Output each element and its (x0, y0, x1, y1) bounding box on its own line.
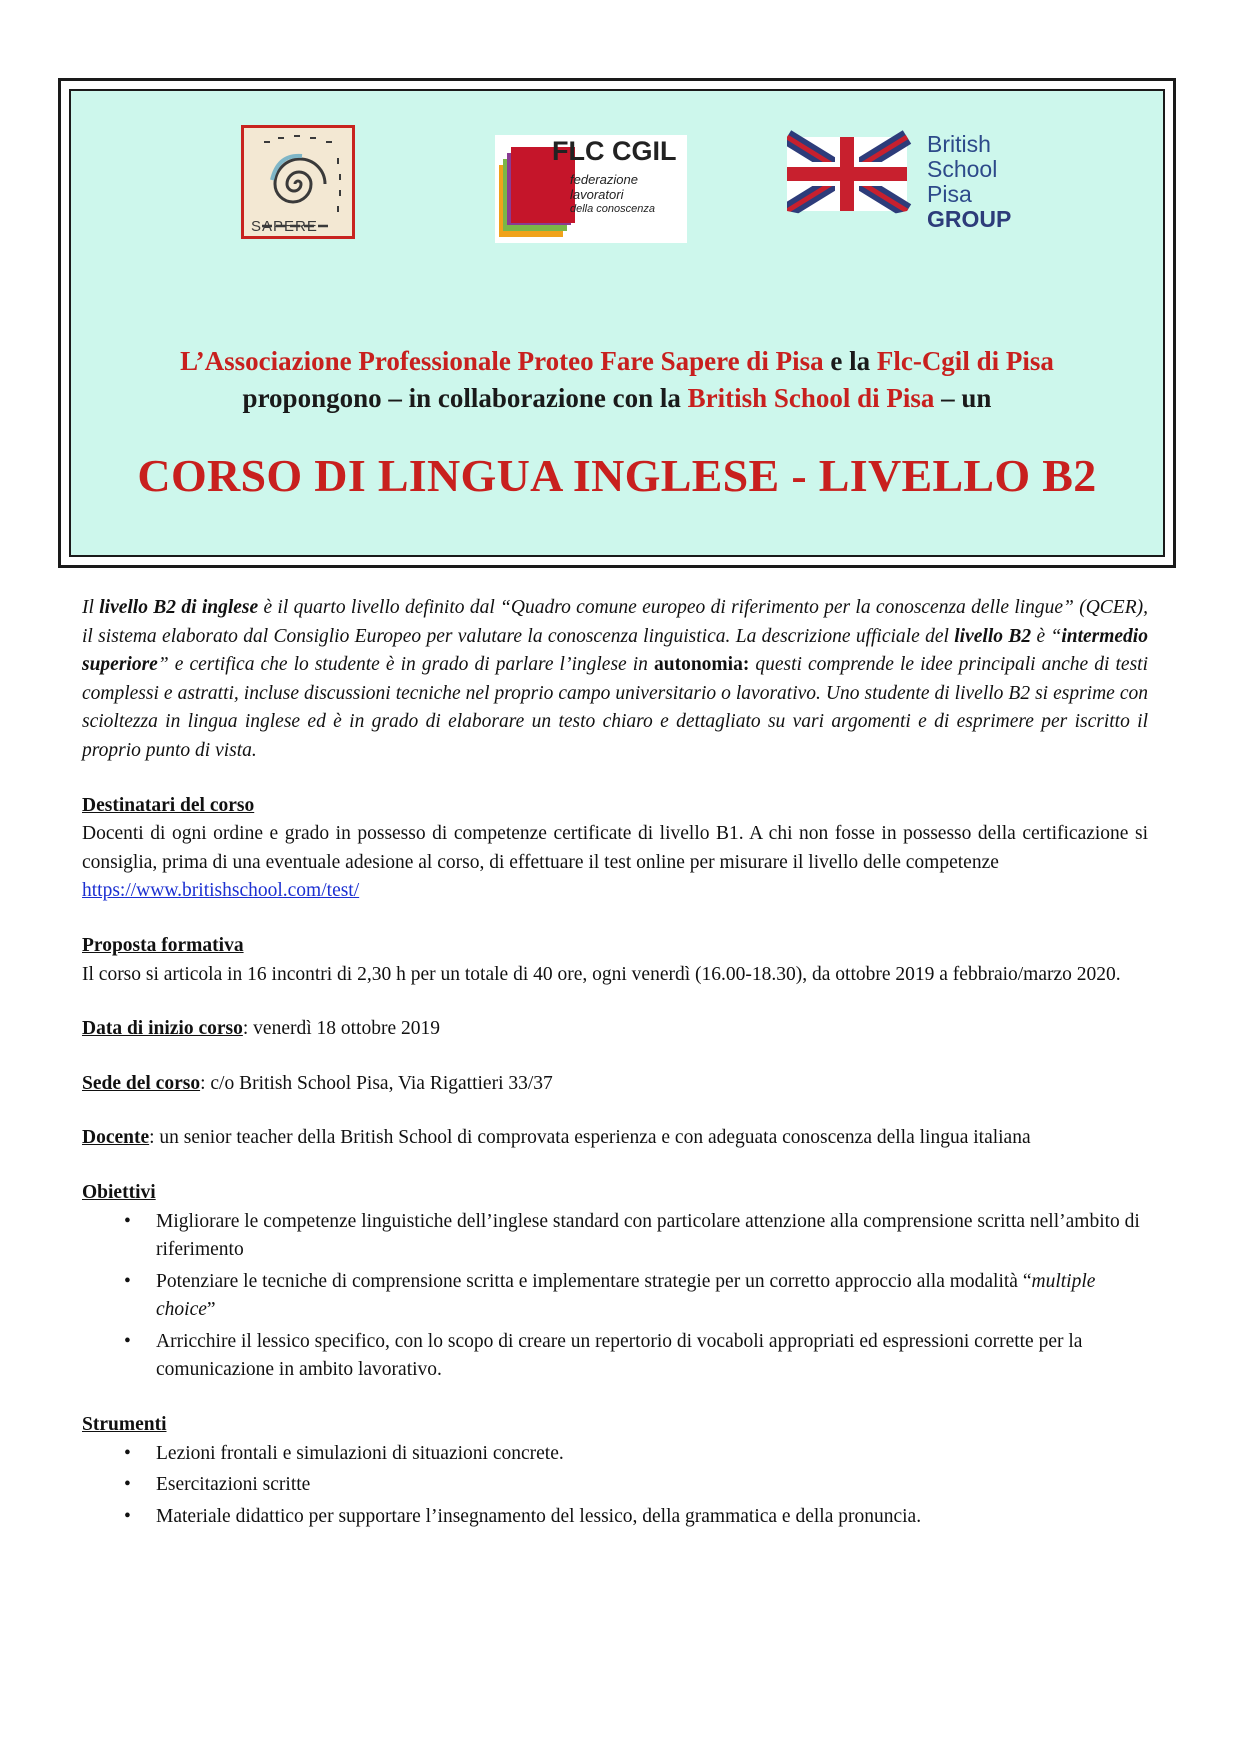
headline-propose: propongono – in collaborazione con la (242, 383, 688, 413)
bullet-icon: • (124, 1442, 131, 1464)
data-inizio-text: : venerdì 18 ottobre 2019 (242, 1018, 440, 1040)
flc-title: FLC CGIL (552, 136, 677, 166)
union-name: Flc-Cgil di Pisa (876, 346, 1054, 376)
obiettivi-list (82, 1208, 1148, 1386)
section-proposta (82, 932, 1148, 989)
docente-text: : un senior teacher della British School di comprovata esperienza e con adeguata conoscenza della lingua italiana (149, 1127, 1031, 1149)
section-obiettivi (82, 1179, 1148, 1385)
list-item: • Lezioni frontali e simulazioni di situazioni concrete. (82, 1440, 1148, 1469)
heading-docente: Docente (82, 1127, 150, 1149)
school-name: British School di Pisa (687, 383, 935, 413)
heading-data-inizio: Data di inizio corso (82, 1018, 243, 1040)
section-data-inizio (82, 1015, 1148, 1044)
strumenti-list (82, 1440, 1148, 1532)
section-strumenti (82, 1411, 1148, 1531)
bullet-icon: • (124, 1330, 131, 1352)
section-destinatari (82, 792, 1148, 906)
british-school-text: British School Pisa GROUP (927, 131, 1012, 232)
section-sede (82, 1070, 1148, 1099)
section-docente (82, 1124, 1148, 1153)
test-link[interactable]: https://www.britishschool.com/test/ (82, 880, 360, 902)
destinatari-text: Docenti di ogni ordine e grado in possesso di competenze certificate di livello B1. A chi non fosse in possesso della certificazione si consiglia, prima di una eventuale adesione al corso, di effettuare il test online per misurare il livello delle competenze (82, 823, 1148, 873)
list-item: • Migliorare le competenze linguistiche dell’inglese standard con particolare attenzione alla comprensione scritta nell’ambito di riferimento (82, 1208, 1148, 1265)
headline-tail: – un (934, 383, 992, 413)
bullet-icon: • (124, 1474, 131, 1496)
list-item: • Arricchire il lessico specifico, con lo scopo di creare un repertorio di vocaboli appropriati ed espressioni corrette per la comunicazione in ambito lavorativo. (82, 1328, 1148, 1385)
list-item: • Esercitazioni scritte (82, 1471, 1148, 1500)
proteo-label: SAPERE (251, 218, 318, 235)
heading-obiettivi: Obiettivi (82, 1181, 156, 1203)
intro-paragraph: Il livello B2 di inglese è il quarto livello definito dal “Quadro comune europeo di riferimento per la conoscenza delle lingue” (QCER), il sistema elaborato dal Consiglio Europeo per valutare la conoscenza linguistica. La descrizione ufficiale del livello B2 è “intermedio superiore” e certifica che lo studente è in grado di parlare l’inglese in autonomia: questi comprende le idee principali anche di testi complessi e astratti, incluse discussioni tecniche nel proprio campo universitario o lavorativo. Uno studente di livello B2 si esprime con scioltezza in lingua inglese ed è in grado di elaborare un testo chiaro e dettagliato su vari argomenti e di esprimere per iscritto il proprio punto di vista. (82, 597, 1148, 761)
flc-subtitle: federazione lavoratori della conoscenza (570, 172, 656, 215)
headline (71, 343, 1163, 417)
heading-destinatari: Destinatari del corso (82, 794, 255, 816)
sede-text: : c/o British School Pisa, Via Rigattieri 33/37 (200, 1072, 553, 1094)
course-title: CORSO DI LINGUA INGLESE - LIVELLO B2 (137, 450, 1097, 501)
headline-connector: e la (823, 346, 877, 376)
heading-strumenti: Strumenti (82, 1414, 167, 1436)
document-body (82, 594, 1148, 1534)
bullet-icon: • (124, 1505, 131, 1527)
heading-sede: Sede del corso (82, 1072, 201, 1094)
heading-proposta: Proposta formativa (82, 934, 244, 956)
bullet-icon: • (124, 1210, 131, 1232)
list-item: • Materiale didattico per supportare l’insegnamento del lessico, della grammatica e della pronuncia. (82, 1503, 1148, 1532)
proposta-text: Il corso si articola in 16 incontri di 2,30 h per un totale di 40 ore, ogni venerdì (16.00-18.30), da ottobre 2019 a febbraio/marzo 2020. (82, 963, 1121, 985)
association-name: L’Associazione Professionale Proteo Fare Sapere di Pisa (180, 346, 824, 376)
bullet-icon: • (124, 1270, 131, 1292)
list-item: • Potenziare le tecniche di comprensione scritta e implementare strategie per un corretto approccio alla modalità “multiple choice” (82, 1268, 1148, 1325)
